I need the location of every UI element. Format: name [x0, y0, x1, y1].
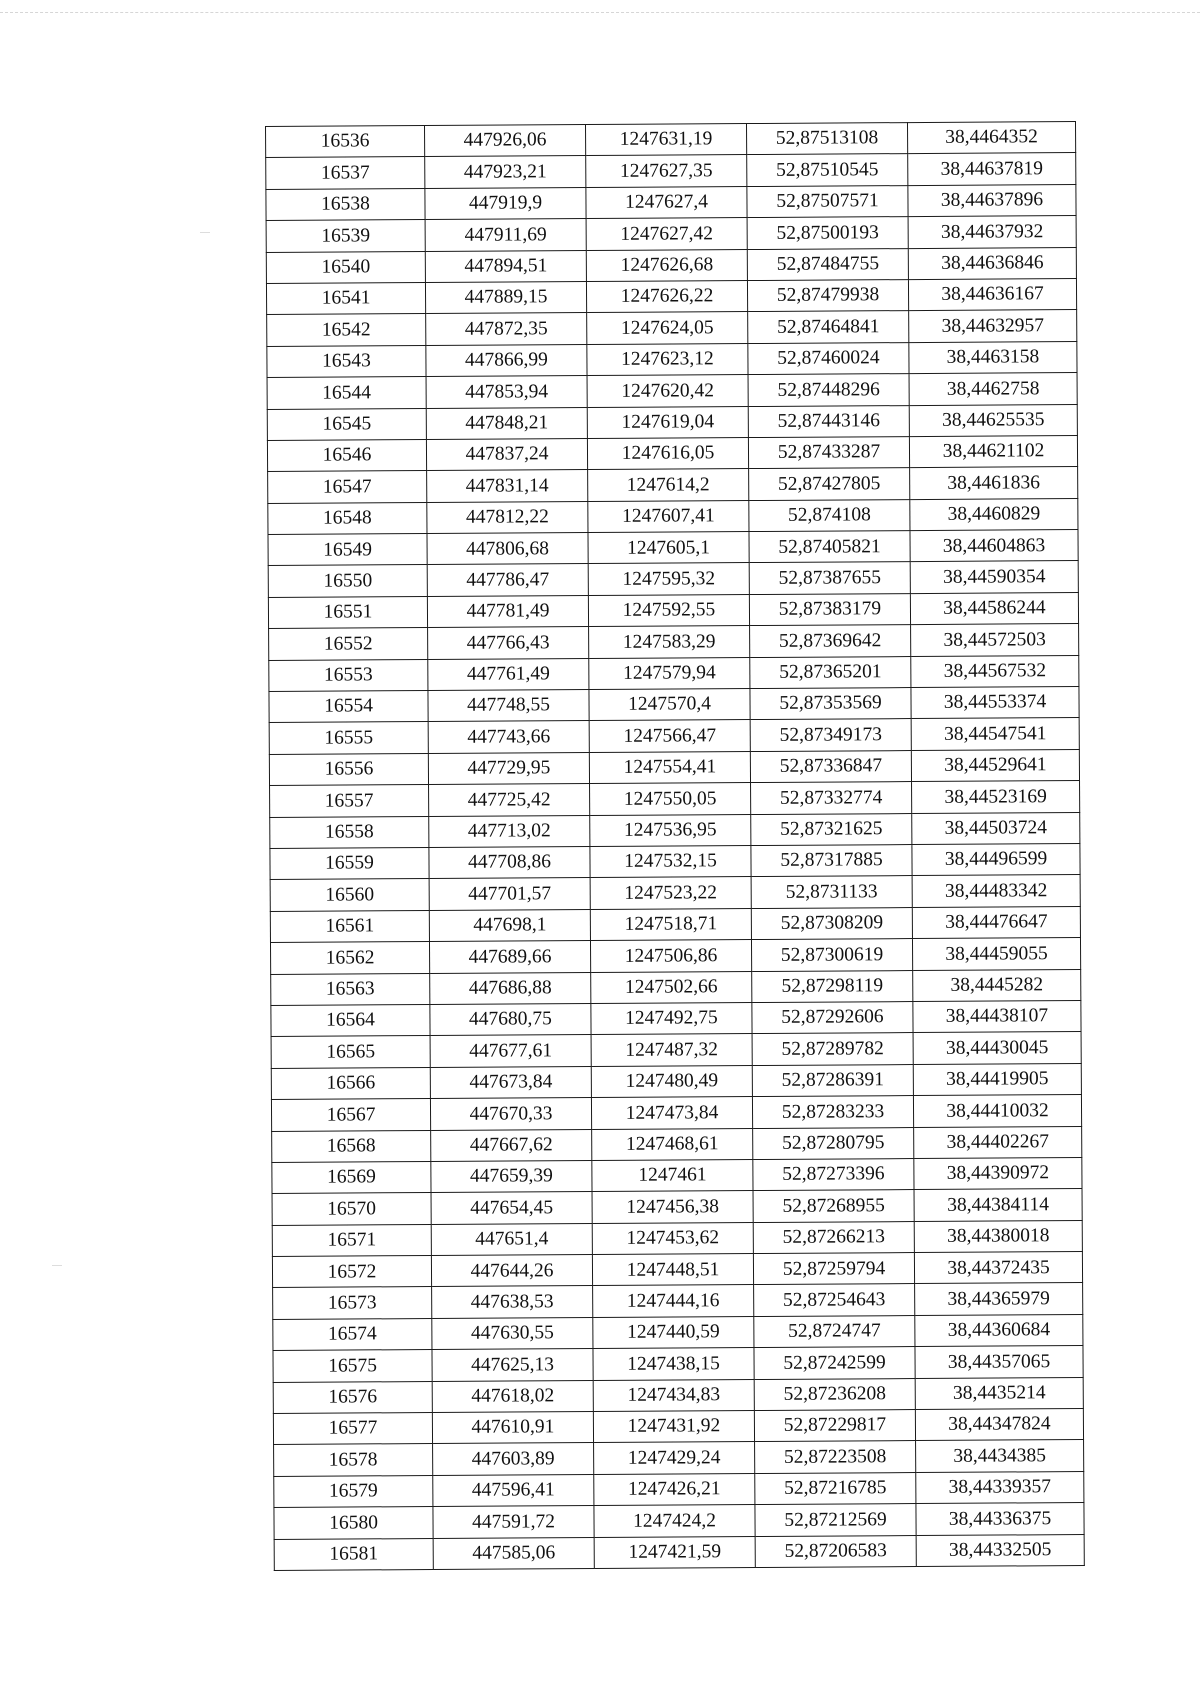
table-row	[273, 1283, 1083, 1319]
longitude-cell: 38,44590354	[910, 561, 1078, 593]
table-row	[268, 592, 1078, 628]
latitude-cell: 52,87332774	[751, 782, 912, 814]
scan-margin-mark	[200, 232, 210, 233]
latitude-cell: 52,87479938	[747, 280, 908, 312]
point-number-cell: 16546	[267, 439, 426, 471]
latitude-cell: 52,87298119	[752, 970, 913, 1002]
latitude-cell: 52,87242599	[754, 1347, 915, 1379]
latitude-cell: 52,87268955	[753, 1190, 914, 1222]
y-coordinate-cell: 1247506,86	[590, 940, 751, 972]
x-coordinate-cell: 447677,61	[430, 1035, 591, 1067]
point-number-cell: 16549	[268, 534, 427, 566]
point-number-cell: 16551	[268, 596, 427, 628]
latitude-cell: 52,8731133	[751, 876, 912, 908]
x-coordinate-cell: 447659,39	[431, 1160, 592, 1192]
y-coordinate-cell: 1247605,1	[588, 532, 749, 564]
table-row	[270, 844, 1080, 880]
latitude-cell: 52,87321625	[751, 813, 912, 845]
y-coordinate-cell: 1247518,71	[590, 908, 751, 940]
latitude-cell: 52,8724747	[754, 1315, 915, 1347]
point-number-cell: 16558	[270, 816, 429, 848]
x-coordinate-cell: 447919,9	[425, 187, 586, 219]
point-number-cell: 16536	[266, 126, 425, 158]
longitude-cell: 38,4460829	[910, 498, 1078, 530]
table-row	[272, 1126, 1082, 1162]
longitude-cell: 38,44419905	[913, 1063, 1081, 1095]
y-coordinate-cell: 1247434,83	[593, 1379, 754, 1411]
table-row	[269, 655, 1079, 691]
y-coordinate-cell: 1247550,05	[590, 783, 751, 815]
latitude-cell: 52,87283233	[752, 1096, 913, 1128]
latitude-cell: 52,87216785	[755, 1472, 916, 1504]
point-number-cell: 16567	[271, 1099, 430, 1131]
latitude-cell: 52,87308209	[751, 907, 912, 939]
longitude-cell: 38,44336375	[916, 1503, 1084, 1535]
table-row	[272, 1189, 1082, 1225]
latitude-cell: 52,87369642	[750, 625, 911, 657]
point-number-cell: 16560	[270, 879, 429, 911]
y-coordinate-cell: 1247456,38	[592, 1191, 753, 1223]
point-number-cell: 16577	[273, 1413, 432, 1445]
x-coordinate-cell: 447786,47	[427, 564, 588, 596]
latitude-cell: 52,87223508	[755, 1441, 916, 1473]
table-row	[268, 561, 1078, 597]
longitude-cell: 38,44637932	[908, 216, 1076, 248]
point-number-cell: 16553	[269, 659, 428, 691]
longitude-cell: 38,44547541	[911, 718, 1079, 750]
point-number-cell: 16542	[267, 314, 426, 346]
point-number-cell: 16563	[271, 973, 430, 1005]
y-coordinate-cell: 1247626,68	[586, 249, 747, 281]
point-number-cell: 16548	[268, 502, 427, 534]
latitude-cell: 52,874108	[749, 499, 910, 531]
table-row	[270, 875, 1080, 911]
longitude-cell: 38,44604863	[910, 530, 1078, 562]
longitude-cell: 38,44625535	[909, 404, 1077, 436]
y-coordinate-cell: 1247626,22	[586, 281, 747, 313]
point-number-cell: 16552	[269, 628, 428, 660]
y-coordinate-cell: 1247424,2	[594, 1505, 755, 1537]
point-number-cell: 16581	[274, 1538, 433, 1570]
latitude-cell: 52,87427805	[749, 468, 910, 500]
y-coordinate-cell: 1247619,04	[587, 406, 748, 438]
table-row	[268, 530, 1078, 566]
y-coordinate-cell: 1247448,51	[592, 1254, 753, 1286]
latitude-cell: 52,87236208	[754, 1378, 915, 1410]
latitude-cell: 52,87405821	[749, 531, 910, 563]
x-coordinate-cell: 447680,75	[430, 1003, 591, 1035]
longitude-cell: 38,44483342	[912, 875, 1080, 907]
point-number-cell: 16539	[266, 220, 425, 252]
longitude-cell: 38,44496599	[912, 844, 1080, 876]
longitude-cell: 38,44476647	[912, 906, 1080, 938]
point-number-cell: 16537	[266, 157, 425, 189]
latitude-cell: 52,87273396	[753, 1158, 914, 1190]
y-coordinate-cell: 1247631,19	[585, 124, 746, 156]
y-coordinate-cell: 1247473,84	[591, 1097, 752, 1129]
latitude-cell: 52,87448296	[748, 374, 909, 406]
coordinates-table	[265, 121, 1085, 1571]
y-coordinate-cell: 1247431,92	[593, 1411, 754, 1443]
longitude-cell: 38,44459055	[912, 938, 1080, 970]
x-coordinate-cell: 447761,49	[428, 658, 589, 690]
longitude-cell: 38,4463158	[909, 341, 1077, 373]
point-number-cell: 16571	[272, 1224, 431, 1256]
x-coordinate-cell: 447725,42	[429, 784, 590, 816]
y-coordinate-cell: 1247579,94	[589, 657, 750, 689]
point-number-cell: 16544	[267, 377, 426, 409]
point-number-cell: 16547	[268, 471, 427, 503]
table-row	[269, 687, 1079, 723]
table-row	[271, 969, 1081, 1005]
longitude-cell: 38,44523169	[912, 781, 1080, 813]
y-coordinate-cell: 1247570,4	[589, 689, 750, 721]
latitude-cell: 52,87460024	[748, 342, 909, 374]
y-coordinate-cell: 1247438,15	[593, 1348, 754, 1380]
x-coordinate-cell: 447812,22	[427, 501, 588, 533]
longitude-cell: 38,44360684	[915, 1314, 1083, 1346]
latitude-cell: 52,87349173	[750, 719, 911, 751]
point-number-cell: 16545	[267, 408, 426, 440]
point-number-cell: 16538	[266, 188, 425, 220]
point-number-cell: 16543	[267, 345, 426, 377]
table-row	[274, 1440, 1084, 1476]
point-number-cell: 16575	[273, 1350, 432, 1382]
longitude-cell: 38,44529641	[911, 749, 1079, 781]
latitude-cell: 52,87266213	[753, 1221, 914, 1253]
longitude-cell: 38,44410032	[913, 1095, 1081, 1127]
longitude-cell: 38,44637896	[908, 184, 1076, 216]
y-coordinate-cell: 1247607,41	[588, 500, 749, 532]
longitude-cell: 38,44503724	[912, 812, 1080, 844]
table-row	[271, 1032, 1081, 1068]
y-coordinate-cell: 1247444,16	[593, 1285, 754, 1317]
latitude-cell: 52,87500193	[747, 217, 908, 249]
table-row	[266, 278, 1076, 314]
table-row	[271, 1095, 1081, 1131]
x-coordinate-cell: 447911,69	[425, 219, 586, 251]
point-number-cell: 16541	[266, 282, 425, 314]
point-number-cell: 16566	[271, 1067, 430, 1099]
y-coordinate-cell: 1247487,32	[591, 1034, 752, 1066]
latitude-cell: 52,87212569	[755, 1504, 916, 1536]
x-coordinate-cell: 447591,72	[433, 1506, 594, 1538]
longitude-cell: 38,44332505	[916, 1534, 1084, 1566]
point-number-cell: 16557	[270, 785, 429, 817]
longitude-cell: 38,4461836	[910, 467, 1078, 499]
latitude-cell: 52,87292606	[752, 1001, 913, 1033]
y-coordinate-cell: 1247536,95	[590, 814, 751, 846]
x-coordinate-cell: 447743,66	[428, 721, 589, 753]
longitude-cell: 38,4464352	[907, 122, 1075, 154]
point-number-cell: 16562	[270, 942, 429, 974]
longitude-cell: 38,44621102	[909, 435, 1077, 467]
x-coordinate-cell: 447625,13	[432, 1349, 593, 1381]
point-number-cell: 16555	[269, 722, 428, 754]
x-coordinate-cell: 447596,41	[433, 1474, 594, 1506]
latitude-cell: 52,87206583	[755, 1535, 916, 1567]
point-number-cell: 16580	[274, 1507, 433, 1539]
y-coordinate-cell: 1247627,35	[586, 155, 747, 187]
longitude-cell: 38,44372435	[914, 1252, 1082, 1284]
x-coordinate-cell: 447853,94	[426, 376, 587, 408]
table-row	[273, 1346, 1083, 1382]
x-coordinate-cell: 447610,91	[432, 1412, 593, 1444]
table-row	[266, 122, 1076, 158]
point-number-cell: 16568	[272, 1130, 431, 1162]
latitude-cell: 52,87286391	[752, 1064, 913, 1096]
latitude-cell: 52,87383179	[749, 593, 910, 625]
table-row	[266, 216, 1076, 252]
longitude-cell: 38,4435214	[915, 1377, 1083, 1409]
y-coordinate-cell: 1247583,29	[589, 626, 750, 658]
y-coordinate-cell: 1247453,62	[592, 1222, 753, 1254]
point-number-cell: 16579	[274, 1475, 433, 1507]
longitude-cell: 38,4462758	[909, 373, 1077, 405]
x-coordinate-cell: 447748,55	[428, 690, 589, 722]
table-row	[274, 1471, 1084, 1507]
table-row	[272, 1220, 1082, 1256]
x-coordinate-cell: 447673,84	[430, 1066, 591, 1098]
y-coordinate-cell: 1247614,2	[588, 469, 749, 501]
longitude-cell: 38,44567532	[911, 655, 1079, 687]
point-number-cell: 16576	[273, 1381, 432, 1413]
latitude-cell: 52,87259794	[753, 1253, 914, 1285]
latitude-cell: 52,87300619	[751, 939, 912, 971]
latitude-cell: 52,87387655	[749, 562, 910, 594]
longitude-cell: 38,44430045	[913, 1032, 1081, 1064]
x-coordinate-cell: 447866,99	[426, 344, 587, 376]
x-coordinate-cell: 447603,89	[433, 1443, 594, 1475]
latitude-cell: 52,87280795	[753, 1127, 914, 1159]
y-coordinate-cell: 1247623,12	[587, 343, 748, 375]
table-row	[266, 247, 1076, 283]
x-coordinate-cell: 447894,51	[425, 250, 586, 282]
x-coordinate-cell: 447806,68	[427, 533, 588, 565]
x-coordinate-cell: 447630,55	[432, 1317, 593, 1349]
y-coordinate-cell: 1247440,59	[593, 1316, 754, 1348]
longitude-cell: 38,44402267	[914, 1126, 1082, 1158]
longitude-cell: 38,44438107	[913, 1000, 1081, 1032]
latitude-cell: 52,87317885	[751, 845, 912, 877]
x-coordinate-cell: 447781,49	[427, 595, 588, 627]
x-coordinate-cell: 447923,21	[425, 156, 586, 188]
x-coordinate-cell: 447618,02	[432, 1380, 593, 1412]
longitude-cell: 38,44380018	[914, 1220, 1082, 1252]
longitude-cell: 38,44384114	[914, 1189, 1082, 1221]
table-row	[269, 718, 1079, 754]
longitude-cell: 38,44636846	[908, 247, 1076, 279]
table-row	[274, 1503, 1084, 1539]
latitude-cell: 52,87353569	[750, 688, 911, 720]
table-row	[271, 1063, 1081, 1099]
table-row	[273, 1314, 1083, 1350]
longitude-cell: 38,4445282	[913, 969, 1081, 1001]
x-coordinate-cell: 447766,43	[428, 627, 589, 659]
x-coordinate-cell: 447686,88	[430, 972, 591, 1004]
y-coordinate-cell: 1247421,59	[594, 1536, 755, 1568]
latitude-cell: 52,87289782	[752, 1033, 913, 1065]
table-row	[269, 749, 1079, 785]
point-number-cell: 16550	[268, 565, 427, 597]
scan-edge-line	[0, 12, 1200, 13]
x-coordinate-cell: 447644,26	[431, 1255, 592, 1287]
x-coordinate-cell: 447837,24	[426, 438, 587, 470]
y-coordinate-cell: 1247566,47	[589, 720, 750, 752]
point-number-cell: 16570	[272, 1193, 431, 1225]
longitude-cell: 38,44637819	[908, 153, 1076, 185]
longitude-cell: 38,44572503	[911, 624, 1079, 656]
latitude-cell: 52,87507571	[747, 185, 908, 217]
point-number-cell: 16556	[269, 753, 428, 785]
table-row	[273, 1409, 1083, 1445]
point-number-cell: 16574	[273, 1318, 432, 1350]
scan-margin-mark	[52, 1265, 62, 1266]
x-coordinate-cell: 447698,1	[429, 909, 590, 941]
y-coordinate-cell: 1247480,49	[591, 1065, 752, 1097]
latitude-cell: 52,87229817	[754, 1410, 915, 1442]
table-row	[266, 153, 1076, 189]
table-row	[268, 467, 1078, 503]
table-row	[272, 1157, 1082, 1193]
table-row	[269, 624, 1079, 660]
x-coordinate-cell: 447654,45	[431, 1192, 592, 1224]
point-number-cell: 16573	[273, 1287, 432, 1319]
longitude-cell: 38,44636167	[908, 278, 1076, 310]
latitude-cell: 52,87443146	[748, 405, 909, 437]
x-coordinate-cell: 447689,66	[429, 941, 590, 973]
longitude-cell: 38,44339357	[916, 1471, 1084, 1503]
longitude-cell: 38,44586244	[910, 592, 1078, 624]
table-row	[267, 404, 1077, 440]
x-coordinate-cell: 447708,86	[429, 847, 590, 879]
x-coordinate-cell: 447926,06	[425, 125, 586, 157]
table-row	[270, 938, 1080, 974]
x-coordinate-cell: 447701,57	[429, 878, 590, 910]
y-coordinate-cell: 1247492,75	[591, 1002, 752, 1034]
table-row	[270, 812, 1080, 848]
y-coordinate-cell: 1247523,22	[590, 877, 751, 909]
table-row	[271, 1000, 1081, 1036]
latitude-cell: 52,87336847	[750, 750, 911, 782]
y-coordinate-cell: 1247429,24	[594, 1442, 755, 1474]
latitude-cell: 52,87464841	[748, 311, 909, 343]
table-row	[274, 1534, 1084, 1570]
x-coordinate-cell: 447651,4	[431, 1223, 592, 1255]
latitude-cell: 52,87510545	[747, 154, 908, 186]
x-coordinate-cell: 447667,62	[431, 1129, 592, 1161]
longitude-cell: 38,44632957	[909, 310, 1077, 342]
longitude-cell: 38,44390972	[914, 1157, 1082, 1189]
point-number-cell: 16578	[274, 1444, 433, 1476]
coordinates-table-body	[266, 122, 1085, 1571]
y-coordinate-cell: 1247426,21	[594, 1473, 755, 1505]
point-number-cell: 16554	[269, 691, 428, 723]
point-number-cell: 16572	[272, 1256, 431, 1288]
x-coordinate-cell: 447872,35	[426, 313, 587, 345]
y-coordinate-cell: 1247627,4	[586, 186, 747, 218]
longitude-cell: 38,44347824	[915, 1409, 1083, 1441]
x-coordinate-cell: 447638,53	[432, 1286, 593, 1318]
x-coordinate-cell: 447670,33	[430, 1098, 591, 1130]
latitude-cell: 52,87484755	[747, 248, 908, 280]
table-row	[267, 341, 1077, 377]
y-coordinate-cell: 1247627,42	[586, 218, 747, 250]
table-row	[268, 498, 1078, 534]
y-coordinate-cell: 1247502,66	[591, 971, 752, 1003]
y-coordinate-cell: 1247620,42	[587, 375, 748, 407]
latitude-cell: 52,87513108	[746, 123, 907, 155]
table-row	[267, 373, 1077, 409]
point-number-cell: 16564	[271, 1004, 430, 1036]
x-coordinate-cell: 447713,02	[429, 815, 590, 847]
table-row	[272, 1252, 1082, 1288]
table-row	[266, 184, 1076, 220]
y-coordinate-cell: 1247616,05	[587, 437, 748, 469]
table-row	[270, 906, 1080, 942]
y-coordinate-cell: 1247461	[592, 1159, 753, 1191]
longitude-cell: 38,4434385	[916, 1440, 1084, 1472]
table-row	[273, 1377, 1083, 1413]
latitude-cell: 52,87254643	[754, 1284, 915, 1316]
table-row	[267, 435, 1077, 471]
x-coordinate-cell: 447889,15	[425, 281, 586, 313]
y-coordinate-cell: 1247468,61	[592, 1128, 753, 1160]
y-coordinate-cell: 1247595,32	[588, 563, 749, 595]
y-coordinate-cell: 1247554,41	[589, 751, 750, 783]
longitude-cell: 38,44553374	[911, 687, 1079, 719]
latitude-cell: 52,87365201	[750, 656, 911, 688]
point-number-cell: 16561	[270, 910, 429, 942]
point-number-cell: 16569	[272, 1161, 431, 1193]
point-number-cell: 16559	[270, 847, 429, 879]
table-row	[270, 781, 1080, 817]
x-coordinate-cell: 447848,21	[426, 407, 587, 439]
y-coordinate-cell: 1247592,55	[588, 594, 749, 626]
table-row	[267, 310, 1077, 346]
x-coordinate-cell: 447585,06	[433, 1537, 594, 1569]
latitude-cell: 52,87433287	[748, 436, 909, 468]
x-coordinate-cell: 447831,14	[427, 470, 588, 502]
y-coordinate-cell: 1247624,05	[587, 312, 748, 344]
point-number-cell: 16540	[266, 251, 425, 283]
x-coordinate-cell: 447729,95	[428, 752, 589, 784]
y-coordinate-cell: 1247532,15	[590, 846, 751, 878]
longitude-cell: 38,44365979	[915, 1283, 1083, 1315]
point-number-cell: 16565	[271, 1036, 430, 1068]
longitude-cell: 38,44357065	[915, 1346, 1083, 1378]
